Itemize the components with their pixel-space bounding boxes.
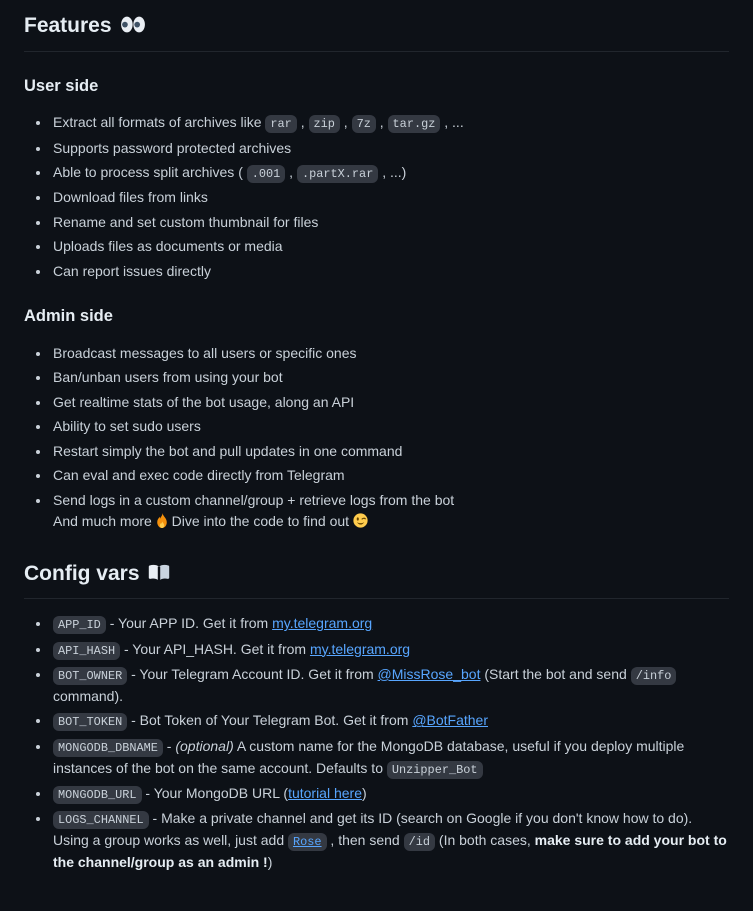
list-item: • Uploads files as documents or media xyxy=(51,236,729,257)
italic-text: (optional) xyxy=(175,737,234,754)
config-vars-list xyxy=(24,613,729,873)
code-span: Unzipper_Bot xyxy=(387,761,483,779)
user-side-list xyxy=(24,112,729,282)
heading-features: Features xyxy=(24,10,729,52)
code-span: rar xyxy=(265,115,296,133)
list-item: • Can report issues directly xyxy=(51,261,729,282)
eyes-icon xyxy=(120,10,146,42)
list-item: • MONGODB_DBNAME - (optional) A custom name for the MongoDB database, useful if you deploy multiple instances of the bot on the same account. Defaults to Unzipper_Bot xyxy=(51,736,729,780)
list-item: • Get realtime stats of the bot usage, along an API xyxy=(51,392,729,413)
book-icon xyxy=(148,558,170,590)
code-span: BOT_TOKEN xyxy=(53,713,127,731)
list-item: • BOT_OWNER - Your Telegram Account ID. Get it from @MissRose_bot (Start the bot and send /info command). xyxy=(51,664,729,707)
heading-user-side: User side xyxy=(24,76,99,95)
code-span: .partX.rar xyxy=(297,165,378,183)
list-item: • BOT_TOKEN - Bot Token of Your Telegram Bot. Get it from @BotFather xyxy=(51,710,729,732)
link[interactable]: my.telegram.org xyxy=(309,640,411,657)
list-item: • Broadcast messages to all users or specific ones xyxy=(51,343,729,364)
list-item: • Supports password protected archives xyxy=(51,138,729,159)
list-item: • LOGS_CHANNEL - Make a private channel and get its ID (search on Google if you don't know how to do). Using a group works as well, just add Rose , then send /id (In both cases, make sure to add your bot to the channel/group as an admin !) xyxy=(51,808,729,873)
code-span: BOT_OWNER xyxy=(53,667,127,685)
list-item: • API_HASH - Your API_HASH. Get it from my.telegram.org xyxy=(51,639,729,661)
link[interactable]: my.telegram.org xyxy=(272,615,373,632)
code-span: 7z xyxy=(352,115,376,133)
code-span: zip xyxy=(309,115,340,133)
admin-side-list xyxy=(24,343,729,532)
list-item: • Rename and set custom thumbnail for files xyxy=(51,212,729,233)
list-item: • Extract all formats of archives like rar , zip , 7z , tar.gz , ... xyxy=(51,112,729,134)
list-item: • Restart simply the bot and pull updates in one command xyxy=(51,441,729,462)
list-item: • APP_ID - Your APP ID. Get it from my.telegram.org xyxy=(51,613,729,635)
code-span: /info xyxy=(631,667,677,685)
link[interactable]: tutorial here xyxy=(288,784,362,801)
wink-icon xyxy=(353,511,368,532)
code-span: /id xyxy=(404,833,435,851)
code-span: MONGODB_URL xyxy=(53,786,142,804)
code-span: LOGS_CHANNEL xyxy=(53,811,149,829)
code-span: MONGODB_DBNAME xyxy=(53,739,163,757)
code-span: .001 xyxy=(247,165,286,183)
list-item: • Send logs in a custom channel/group + retrieve logs from the bot And much more Dive into the code to find out xyxy=(51,490,729,532)
heading-config-vars: Config vars xyxy=(24,558,729,600)
bold-text: make sure to add your bot to the channel/group as an admin ! xyxy=(53,832,727,870)
code-span: tar.gz xyxy=(388,115,441,133)
code-span: Rose xyxy=(288,833,327,851)
code-span: API_HASH xyxy=(53,642,120,660)
code-link[interactable] xyxy=(288,832,327,848)
list-item: • Able to process split archives ( .001 , .partX.rar , ...) xyxy=(51,162,729,184)
fire-icon xyxy=(156,511,168,532)
list-item: • Ban/unban users from using your bot xyxy=(51,367,729,388)
list-item: • Can eval and exec code directly from Telegram xyxy=(51,465,729,486)
list-item: • Ability to set sudo users xyxy=(51,416,729,437)
link[interactable]: @BotFather xyxy=(412,712,488,729)
list-item: • MONGODB_URL - Your MongoDB URL (tutorial here) xyxy=(51,783,729,805)
heading-admin-side: Admin side xyxy=(24,306,113,325)
link[interactable]: @MissRose_bot xyxy=(377,665,481,682)
list-item: • Download files from links xyxy=(51,187,729,208)
code-span: APP_ID xyxy=(53,616,106,634)
